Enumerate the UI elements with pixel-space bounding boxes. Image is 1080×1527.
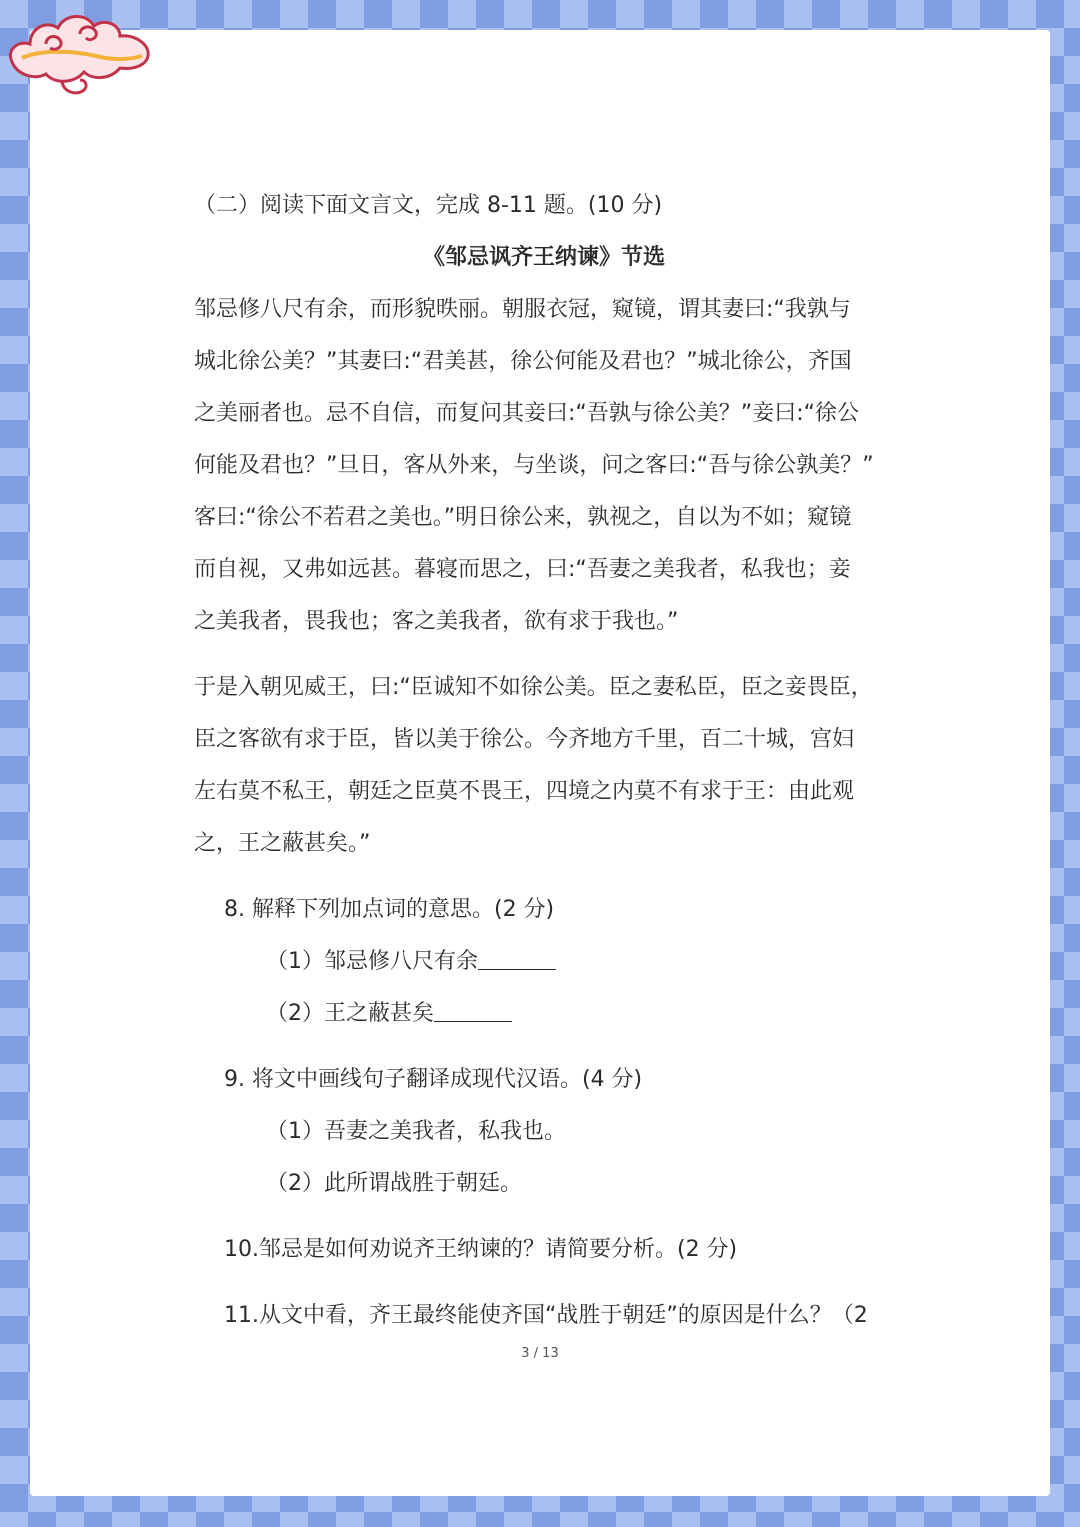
passage-line: 于是入朝见威王，曰:“臣诚知不如徐公美。臣之妻私臣，臣之妾畏臣，	[194, 675, 873, 700]
passage-line: 而自视，又弗如远甚。暮寝而思之，曰:“吾妻之美我者，私我也；妾	[194, 557, 851, 582]
question-8-item-1	[194, 936, 894, 988]
question-9-item-1: （1）吾妻之美我者，私我也。	[266, 1119, 566, 1144]
passage-line: 左右莫不私王，朝廷之臣莫不畏王，四境之内莫不有求于王：由此观	[194, 779, 855, 804]
auspicious-cloud-icon	[0, 0, 160, 110]
passage-paragraph-1	[194, 284, 894, 648]
passage-line: 客曰:“徐公不若君之美也。”明日徐公来，孰视之，自以为不如；窥镜	[194, 505, 852, 530]
answer-blank-8-1[interactable]	[478, 947, 556, 970]
question-8-item-2	[194, 988, 894, 1040]
answer-blank-8-2[interactable]	[434, 999, 512, 1022]
passage-line: 之美我者，畏我也；客之美我者，欲有求于我也。”	[194, 609, 679, 634]
question-8-item-1-text: （1）邹忌修八尺有余	[266, 949, 478, 974]
passage-line: 之，王之蔽甚矣。”	[194, 831, 371, 856]
question-9-stem: 9. 将文中画线句子翻译成现代汉语。(4 分)	[224, 1067, 643, 1092]
passage-line: 邹忌修八尺有余，而形貌昳丽。朝服衣冠，窥镜，谓其妻曰:“我孰与	[194, 297, 851, 322]
question-8-item-2-text: （2）王之蔽甚矣	[266, 1001, 434, 1026]
question-10: 10.邹忌是如何劝说齐王纳谏的？请简要分析。(2 分)	[224, 1237, 738, 1262]
page-number: 3 / 13	[521, 1346, 559, 1361]
question-9-item-2: （2）此所谓战胜于朝廷。	[266, 1171, 522, 1196]
passage-line: 何能及君也？”旦日，客从外来，与坐谈，问之客曰:“吾与徐公孰美？”	[194, 453, 874, 478]
passage-line: 臣之客欲有求于臣，皆以美于徐公。今齐地方千里，百二十城，宫妇	[194, 727, 855, 752]
passage-line: 城北徐公美？”其妻曰:“君美甚，徐公何能及君也？”城北徐公，齐国	[194, 349, 852, 374]
passage-title: 《邹忌讽齐王纳谏》节选	[422, 245, 665, 270]
question-11: 11.从文中看，齐王最终能使齐国“战胜于朝廷”的原因是什么？（2	[224, 1303, 868, 1328]
passage-line: 之美丽者也。忌不自信，而复问其妾曰:“吾孰与徐公美？”妾曰:“徐公	[194, 401, 860, 426]
section-heading: （二）阅读下面文言文，完成 8-11 题。(10 分)	[194, 193, 663, 218]
passage-paragraph-2	[194, 662, 894, 870]
question-8-stem: 8. 解释下列加点词的意思。(2 分)	[224, 897, 555, 922]
exam-content	[194, 180, 894, 1342]
